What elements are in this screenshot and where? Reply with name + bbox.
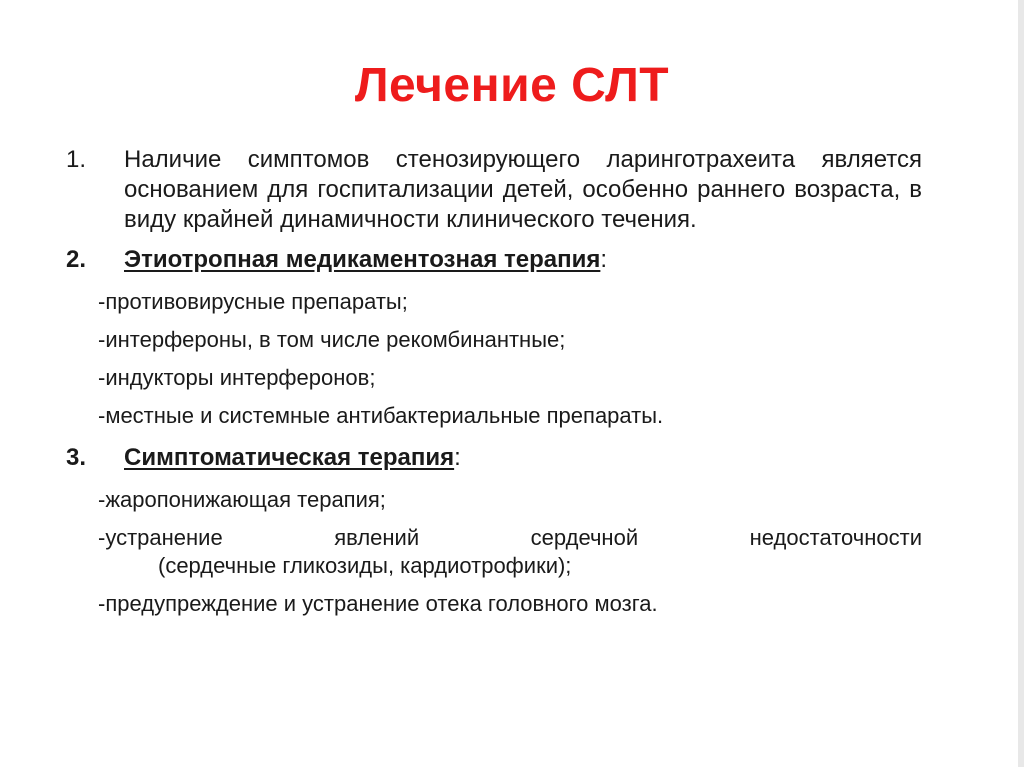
sublist-etiotropic [98,288,922,430]
list-item-1 [66,145,922,235]
item-heading-line [124,443,922,473]
slide-title: Лечение СЛТ [354,59,670,112]
sublist-item: -предупреждение и устранение отека головного мозга. [98,591,658,616]
sublist-item-wrapped [98,524,922,552]
sublist-symptomatic [98,486,922,618]
item-number: 1. [66,146,87,173]
sublist-item: -индукторы интерферонов; [98,365,376,390]
sublist-item: -устранение явлений сердечной недостаточности [98,525,922,550]
slide-content [66,145,922,618]
item-text: Наличие симптомов стенозирующего ларинготрахеита является основанием для госпитализации детей, особенно раннего возраста, в виду крайней динамичности клинического течения. [124,146,922,233]
sublist-item: -местные и системные антибактериальные препараты. [98,403,664,428]
sublist-item: -интерфероны, в том числе рекомбинантные; [98,327,566,352]
item-number: 3. [66,444,87,471]
heading-colon: : [600,246,608,273]
list-item-2 [66,245,922,275]
list-item-3 [66,443,922,473]
slide-edge [1018,0,1024,767]
item-number: 2. [66,246,87,273]
sublist-item: -жаропонижающая терапия; [98,487,386,512]
heading-colon: : [454,444,461,471]
sublist-item: -противовирусные препараты; [98,289,408,314]
section-heading: Симптоматическая терапия [124,444,455,471]
section-heading: Этиотропная медикаментозная терапия [124,246,601,273]
sublist-item-continuation: (сердечные гликозиды, кардиотрофики); [158,553,572,578]
item-heading-line [124,245,922,275]
